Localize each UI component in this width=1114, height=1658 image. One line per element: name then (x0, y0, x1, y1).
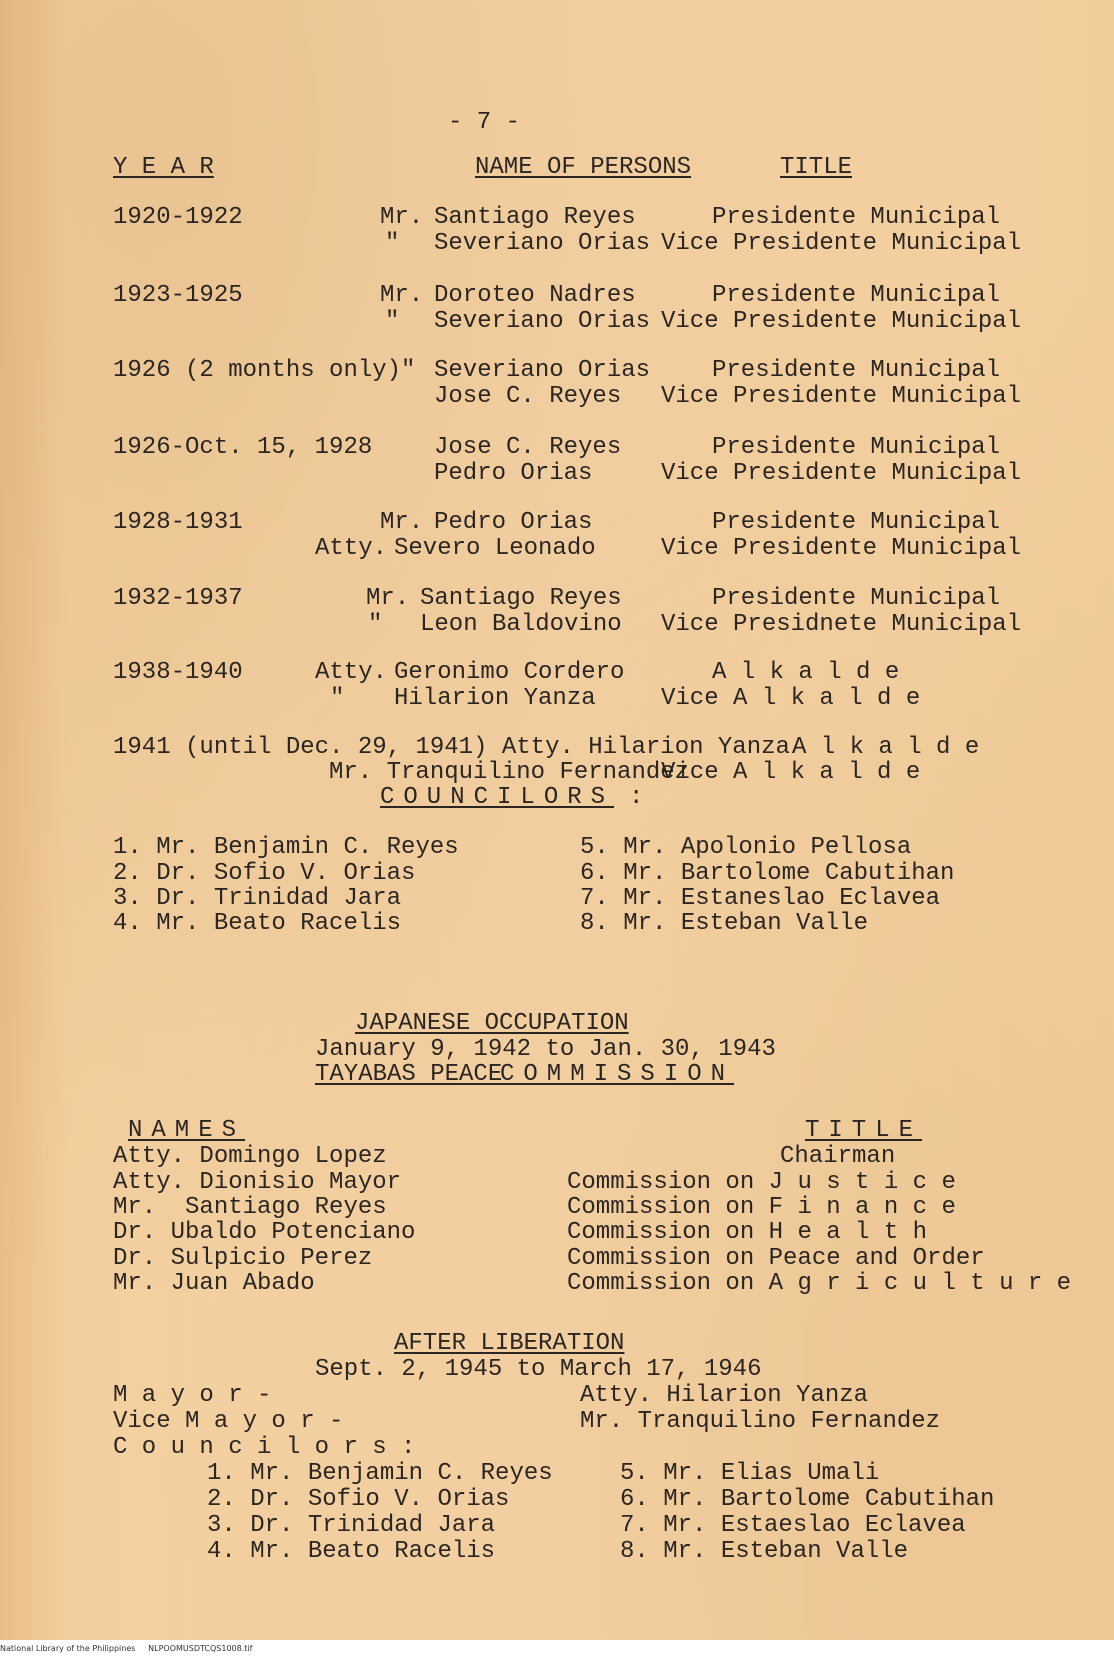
name-prefix: Mr. (366, 585, 410, 612)
term-year: 1926-Oct. 15, 1928 (113, 434, 373, 461)
person-title: Vice A l k a l d e (661, 759, 921, 786)
person-title: Presidente Municipal (712, 434, 1001, 461)
term-year: 1923-1925 (113, 282, 243, 309)
term-year: 1938-1940 (113, 659, 243, 686)
person-title: Vice Presidente Municipal (661, 535, 1022, 562)
term-1941-line: 1941 (until Dec. 29, 1941) Atty. Hilarion Yanza (113, 734, 790, 761)
name-prefix: Atty. (315, 659, 388, 686)
member-title: Commission on J u s t i c e (567, 1169, 956, 1196)
councilor-item: 8. Mr. Esteban Valle (580, 910, 869, 937)
councilor-item: 8. Mr. Esteban Valle (620, 1538, 909, 1565)
name-prefix: Mr. (380, 204, 424, 231)
person-name: Severiano Orias (434, 308, 651, 335)
liberation-dates: Sept. 2, 1945 to March 17, 1946 (315, 1356, 762, 1383)
person-name: Severiano Orias (434, 230, 651, 257)
person-name: Leon Baldovino (420, 611, 622, 638)
scan-footer: National Library of the Philippines NLPOOMUSDTCQS1008.tif (0, 1640, 1114, 1658)
councilor-item: 7. Mr. Estaeslao Eclavea (620, 1512, 966, 1539)
mayor-label: M a y o r - (113, 1382, 272, 1409)
person-name: Jose C. Reyes (434, 434, 622, 461)
councilor-item: 1. Mr. Benjamin C. Reyes (113, 834, 459, 861)
councilor-item: 2. Dr. Sofio V. Orias (207, 1486, 510, 1513)
person-title: A l k a l d e (712, 659, 900, 686)
councilor-item: 2. Dr. Sofio V. Orias (113, 860, 416, 887)
person-title: Vice Presidente Municipal (661, 308, 1022, 335)
member-name: Mr. Santiago Reyes (113, 1194, 387, 1221)
person-name: Severiano Orias (434, 357, 651, 384)
title-header: TITLE (805, 1117, 923, 1144)
year-column-header: Y E A R (113, 154, 214, 181)
member-name: Mr. Juan Abado (113, 1270, 315, 1297)
names-column-header: NAME OF PERSONS (475, 154, 692, 181)
ditto-mark: " (385, 230, 400, 257)
person-title: Presidente Municipal (712, 357, 1001, 384)
term-year: 1926 (2 months only)" (113, 357, 416, 384)
person-name: Jose C. Reyes (434, 383, 622, 410)
name-prefix: Atty. (315, 535, 388, 562)
councilors-heading: COUNCILORS (380, 784, 615, 811)
vice-mayor-label: Vice M a y o r - (113, 1408, 344, 1435)
councilor-item: 4. Mr. Beato Racelis (207, 1538, 496, 1565)
title-column-header: TITLE (780, 154, 853, 181)
commission-heading: TAYABAS PEACE (315, 1061, 503, 1088)
person-name: Hilarion Yanza (394, 685, 596, 712)
councilor-item: 3. Dr. Trinidad Jara (207, 1512, 496, 1539)
person-title: Vice A l k a l d e (661, 685, 921, 712)
ditto-mark: " (368, 611, 383, 638)
term-year: 1928-1931 (113, 509, 243, 536)
person-title: Presidente Municipal (712, 585, 1001, 612)
commission-heading-spaced: COMMISSION (500, 1061, 735, 1088)
person-name: Mr. Tranquilino Fernandez (329, 759, 690, 786)
member-title: Commission on Peace and Order (567, 1245, 985, 1272)
person-name: Santiago Reyes (420, 585, 622, 612)
term-year: 1932-1937 (113, 585, 243, 612)
member-name: Atty. Domingo Lopez (113, 1143, 387, 1170)
member-title: Chairman (780, 1143, 896, 1170)
name-prefix: Mr. (380, 509, 424, 536)
ditto-mark: " (385, 308, 400, 335)
member-title: Commission on F i n a n c e (567, 1194, 956, 1221)
term-year: 1920-1922 (113, 204, 243, 231)
person-title: Presidente Municipal (712, 509, 1001, 536)
person-title: Vice Presidente Municipal (661, 230, 1022, 257)
councilor-item: 3. Dr. Trinidad Jara (113, 885, 402, 912)
person-name: Doroteo Nadres (434, 282, 636, 309)
name-prefix: Mr. (380, 282, 424, 309)
person-title: Presidente Municipal (712, 204, 1001, 231)
councilor-item: 6. Mr. Bartolome Cabutihan (620, 1486, 995, 1513)
ditto-mark: " (330, 685, 345, 712)
person-name: Santiago Reyes (434, 204, 636, 231)
person-title: Vice Presidnete Municipal (661, 611, 1022, 638)
section-heading-japanese-occupation: JAPANESE OCCUPATION (355, 1010, 629, 1037)
person-title: Presidente Municipal (712, 282, 1001, 309)
vice-mayor-name: Mr. Tranquilino Fernandez (580, 1408, 941, 1435)
councilors-heading-colon: : (629, 784, 644, 811)
councilor-item: 5. Mr. Elias Umali (620, 1460, 880, 1487)
member-name: Dr. Sulpicio Perez (113, 1245, 373, 1272)
page-number: - 7 - (448, 109, 521, 136)
member-name: Atty. Dionisio Mayor (113, 1169, 402, 1196)
person-name: Pedro Orias (434, 460, 593, 487)
person-title: Vice Presidente Municipal (661, 383, 1022, 410)
names-header: NAMES (128, 1117, 246, 1144)
mayor-name: Atty. Hilarion Yanza (580, 1382, 869, 1409)
person-title: Vice Presidente Municipal (661, 460, 1022, 487)
member-name: Dr. Ubaldo Potenciano (113, 1219, 416, 1246)
councilor-item: 7. Mr. Estaneslao Eclavea (580, 885, 941, 912)
councilor-item: 5. Mr. Apolonio Pellosa (580, 834, 912, 861)
councilors-label: C o u n c i l o r s : (113, 1434, 416, 1461)
member-title: Commission on H e a l t h (567, 1219, 928, 1246)
councilor-item: 6. Mr. Bartolome Cabutihan (580, 860, 955, 887)
person-title: A l k a l d e (792, 734, 980, 761)
councilor-item: 1. Mr. Benjamin C. Reyes (207, 1460, 553, 1487)
member-title: Commission on A g r i c u l t u r e (567, 1270, 1072, 1297)
councilor-item: 4. Mr. Beato Racelis (113, 910, 402, 937)
person-name: Severo Leonado (394, 535, 596, 562)
occupation-dates: January 9, 1942 to Jan. 30, 1943 (315, 1036, 776, 1063)
section-heading-after-liberation: AFTER LIBERATION (394, 1330, 625, 1357)
person-name: Geronimo Cordero (394, 659, 625, 686)
person-name: Pedro Orias (434, 509, 593, 536)
